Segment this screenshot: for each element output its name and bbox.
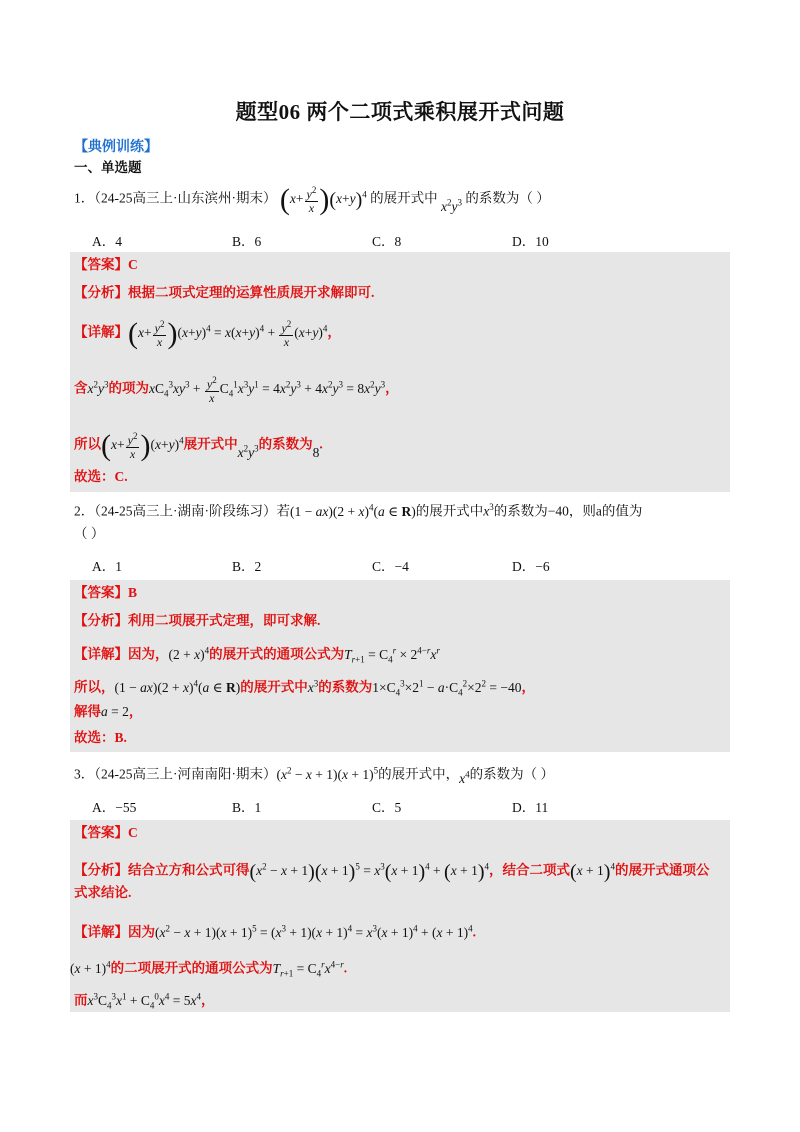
q3-option-a[interactable]: A．−55 [92, 800, 137, 815]
q1-option-a[interactable]: A．4 [92, 234, 122, 249]
q2-detail-line3: 解得a = 2， [74, 704, 143, 719]
q1-detail-line3: 所以(x+ $\frac{y^2}{x}$ )$(x+y)^4$展开式中$x^2y^3$的系数为8. [74, 428, 323, 462]
question-1-options [92, 230, 652, 250]
q2-option-d[interactable]: D．−6 [512, 559, 550, 574]
q2-option-c[interactable]: C．−4 [372, 559, 409, 574]
q1-option-d[interactable]: D．10 [512, 234, 549, 249]
q1-detail-line2: 含$x^2y^3$的项为$xC_4^3xy^3$ + $\frac{y^2}{x}$ $C_4^1x^3y^1 = 4x^2y^3 + 4x^2y^3 = 8x^2y^3$， [74, 375, 399, 405]
q3-detail-line2: $(x + 1)^4$的二项展开式的通项公式为$T_{r+1} = C_4^rx^{4-r}$. [70, 959, 348, 979]
q2-answer: 【答案】B [74, 585, 138, 600]
question-3-stem: 3．（24-25高三上·河南南阳·期末）$(x^2 - x + 1)(x + 1)^5$的展开式中，$x^4$的系数为（ ） [74, 765, 554, 786]
q2-answer-block [70, 580, 730, 752]
q3-option-d[interactable]: D．11 [512, 800, 549, 815]
q2-detail-line2: 所以，$(1 - ax)(2 + x)^4(a$ ∈ R)的展开式中$x^3$的系数为$1\times C_4^3\times 2^1 - a\cdot C_4^2\times 2^2 = -40$， [74, 678, 535, 698]
q1-stem-mid: 的展开式中 [370, 190, 438, 206]
q3-formula: $(x^2 - x + 1)(x + 1)^5$ [276, 765, 379, 782]
section-tag: 【典例训练】 [74, 140, 158, 155]
q1-answer-block [70, 252, 730, 492]
q1-analysis: 【分析】根据二项式定理的运算性质展开求解即可. [74, 285, 375, 300]
q1-formula: (x+ $\frac{y^2}{x}$ )$(x+y)^4$ [279, 182, 367, 216]
q2-analysis: 【分析】利用二项展开式定理，即可求解. [74, 613, 321, 628]
q2-formula: $(1 - ax)(2 + x)^4(a$ ∈ R) [290, 502, 416, 519]
question-2-stem-line2: （ ） [74, 526, 105, 541]
q3-detail: 【详解】因为$(x^2 - x + 1)(x + 1)^5 = (x^3 + 1)(x + 1)^4 = x^3(x + 1)^4 + (x + 1)^4$. [74, 923, 476, 940]
q3-answer-block [70, 820, 730, 1012]
section-heading: 一、单选题 [74, 160, 142, 175]
q3-detail-line3: 而$x^3C_4^3x^1 + C_4^0x^4 = 5x^4$， [74, 991, 215, 1011]
q1-option-b[interactable]: B．6 [232, 234, 262, 249]
page-title: 题型06 两个二项式乘积展开式问题 [235, 100, 565, 124]
q3-option-b[interactable]: B．1 [232, 800, 262, 815]
q1-stem-pre: 1．（24-25高三上·山东滨州·期末） [74, 190, 277, 206]
q1-answer: 【答案】C [74, 257, 138, 272]
q1-detail: 【详解】(x+ $\frac{y^2}{x}$ )$(x+y)^4 = x(x+y)^4$ + $\frac{y^2}{x}$ $(x+y)^4$， [74, 316, 341, 350]
q3-analysis-line2: 式求结论. [74, 885, 132, 900]
q2-option-a[interactable]: A．1 [92, 559, 122, 574]
q1-option-c[interactable]: C．8 [372, 234, 402, 249]
q3-analysis: 【分析】结合立方和公式可得$(x^2 - x + 1)(x + 1)^5 = x^3(x + 1)^4 + (x + 1)^4$，结合二项式$(x + 1)^4$的展开式通项公 [74, 860, 710, 883]
q2-detail: 【详解】因为，$(2 + x)^4$的展开式的通项公式为$T_{r+1} = C_4^r \times 2^{4-r}x^r$ [74, 645, 440, 665]
q1-choose: 故选：C. [74, 469, 128, 484]
q1-term: $x^2y^3$ [441, 197, 463, 214]
q2-choose: 故选：B. [74, 730, 127, 745]
q3-answer: 【答案】C [74, 825, 138, 840]
question-2-stem: 2．（24-25高三上·湖南·阶段练习）若$(1 - ax)(2 + x)^4(a$ ∈ R)的展开式中$x^3$的系数为−40，则a的值为 [74, 502, 643, 519]
question-3-options [92, 796, 652, 816]
question-1-stem [74, 184, 550, 215]
q2-option-b[interactable]: B．2 [232, 559, 262, 574]
question-2-options [92, 555, 652, 575]
q1-stem-post: 的系数为（ ） [465, 190, 550, 206]
q3-option-c[interactable]: C．5 [372, 800, 402, 815]
